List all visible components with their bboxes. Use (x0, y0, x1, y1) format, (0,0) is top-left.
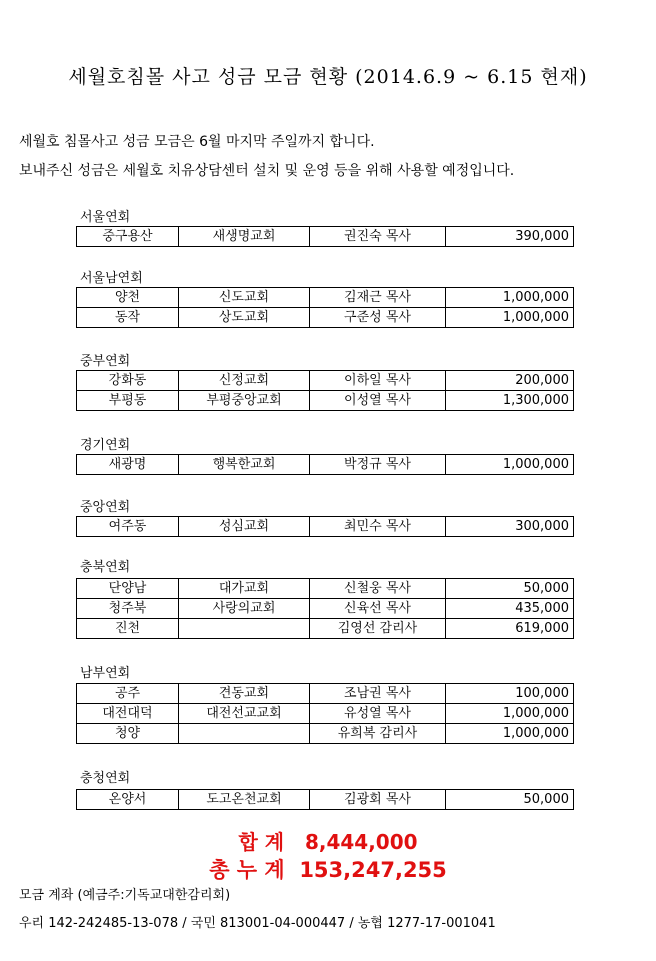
cumulative-total-line (0, 854, 656, 884)
group-label: 충북연회 (80, 560, 131, 575)
table-row (77, 288, 574, 308)
church-cell: 도고온천교회 (179, 790, 310, 810)
total-line (0, 826, 656, 855)
church-cell: 대가교회 (179, 579, 310, 599)
district-cell: 새광명 (77, 455, 179, 475)
district-cell: 진천 (77, 619, 179, 639)
pastor-cell: 신육선 목사 (310, 599, 446, 619)
district-cell: 부평동 (77, 391, 179, 411)
cumulative-value: 153,247,255 (299, 858, 447, 882)
table-row (77, 455, 574, 475)
table-row (77, 391, 574, 411)
district-cell: 동작 (77, 308, 179, 328)
table-row (77, 619, 574, 639)
district-cell: 공주 (77, 684, 179, 704)
pastor-cell: 구준성 목사 (310, 308, 446, 328)
donation-table (76, 226, 574, 247)
pastor-cell: 유성열 목사 (310, 704, 446, 724)
pastor-cell: 김광회 목사 (310, 790, 446, 810)
church-cell: 상도교회 (179, 308, 310, 328)
group-label: 중앙연회 (80, 500, 131, 515)
amount-cell: 1,000,000 (446, 455, 574, 475)
district-cell: 대전대덕 (77, 704, 179, 724)
donation-table (76, 516, 574, 537)
amount-cell: 1,000,000 (446, 724, 574, 744)
cumulative-label: 총 누 계 (209, 858, 285, 882)
church-cell: 성심교회 (179, 517, 310, 537)
amount-cell: 1,000,000 (446, 288, 574, 308)
church-cell: 대전선교교회 (179, 704, 310, 724)
church-cell (179, 724, 310, 744)
pastor-cell: 이성열 목사 (310, 391, 446, 411)
donation-table (76, 683, 574, 744)
amount-cell: 300,000 (446, 517, 574, 537)
church-cell: 신도교회 (179, 288, 310, 308)
table-row (77, 308, 574, 328)
amount-cell: 1,000,000 (446, 704, 574, 724)
total-label: 합 계 (238, 830, 285, 854)
group-label: 경기연회 (80, 438, 131, 453)
pastor-cell: 유희복 감리사 (310, 724, 446, 744)
amount-cell: 390,000 (446, 227, 574, 247)
group-label: 충청연회 (80, 771, 131, 786)
table-row (77, 790, 574, 810)
district-cell: 청양 (77, 724, 179, 744)
account-title: 모금 계좌 (예금주:기독교대한감리회) (19, 888, 231, 903)
church-cell (179, 619, 310, 639)
district-cell: 온양서 (77, 790, 179, 810)
account-numbers: 우리 142-242485-13-078 / 국민 813001-04-000447 / 농협 1277-17-001041 (19, 916, 496, 931)
group-label: 서울남연회 (80, 271, 143, 286)
district-cell: 청주북 (77, 599, 179, 619)
table-row (77, 517, 574, 537)
pastor-cell: 최민수 목사 (310, 517, 446, 537)
donation-table (76, 789, 574, 810)
church-cell: 부평중앙교회 (179, 391, 310, 411)
amount-cell: 1,000,000 (446, 308, 574, 328)
amount-cell: 435,000 (446, 599, 574, 619)
table-row (77, 704, 574, 724)
amount-cell: 200,000 (446, 371, 574, 391)
donation-table (76, 578, 574, 639)
pastor-cell: 김재근 목사 (310, 288, 446, 308)
table-row (77, 599, 574, 619)
church-cell: 신정교회 (179, 371, 310, 391)
pastor-cell: 김영선 감리사 (310, 619, 446, 639)
district-cell: 여주동 (77, 517, 179, 537)
donation-table (76, 287, 574, 328)
table-row (77, 227, 574, 247)
church-cell: 견동교회 (179, 684, 310, 704)
group-label: 남부연회 (80, 666, 131, 681)
district-cell: 중구용산 (77, 227, 179, 247)
pastor-cell: 이하일 목사 (310, 371, 446, 391)
donation-table (76, 454, 574, 475)
district-cell: 강화동 (77, 371, 179, 391)
pastor-cell: 박정규 목사 (310, 455, 446, 475)
total-value: 8,444,000 (304, 830, 418, 854)
pastor-cell: 조남권 목사 (310, 684, 446, 704)
intro-line-1: 세월호 침몰사고 성금 모금은 6월 마지막 주일까지 합니다. (19, 134, 375, 150)
district-cell: 단양남 (77, 579, 179, 599)
pastor-cell: 신철웅 목사 (310, 579, 446, 599)
page-title: 세월호침몰 사고 성금 모금 현황 (2014.6.9 ~ 6.15 현재) (68, 66, 588, 88)
table-row (77, 371, 574, 391)
amount-cell: 50,000 (446, 579, 574, 599)
church-cell: 사랑의교회 (179, 599, 310, 619)
amount-cell: 50,000 (446, 790, 574, 810)
table-row (77, 724, 574, 744)
pastor-cell: 권진숙 목사 (310, 227, 446, 247)
table-row (77, 579, 574, 599)
district-cell: 양천 (77, 288, 179, 308)
amount-cell: 1,300,000 (446, 391, 574, 411)
amount-cell: 619,000 (446, 619, 574, 639)
table-row (77, 684, 574, 704)
group-label: 서울연회 (80, 210, 131, 225)
amount-cell: 100,000 (446, 684, 574, 704)
intro-line-2: 보내주신 성금은 세월호 치유상담센터 설치 및 운영 등을 위해 사용할 예정입니다. (19, 163, 515, 179)
church-cell: 새생명교회 (179, 227, 310, 247)
donation-table (76, 370, 574, 411)
church-cell: 행복한교회 (179, 455, 310, 475)
group-label: 중부연회 (80, 354, 131, 369)
